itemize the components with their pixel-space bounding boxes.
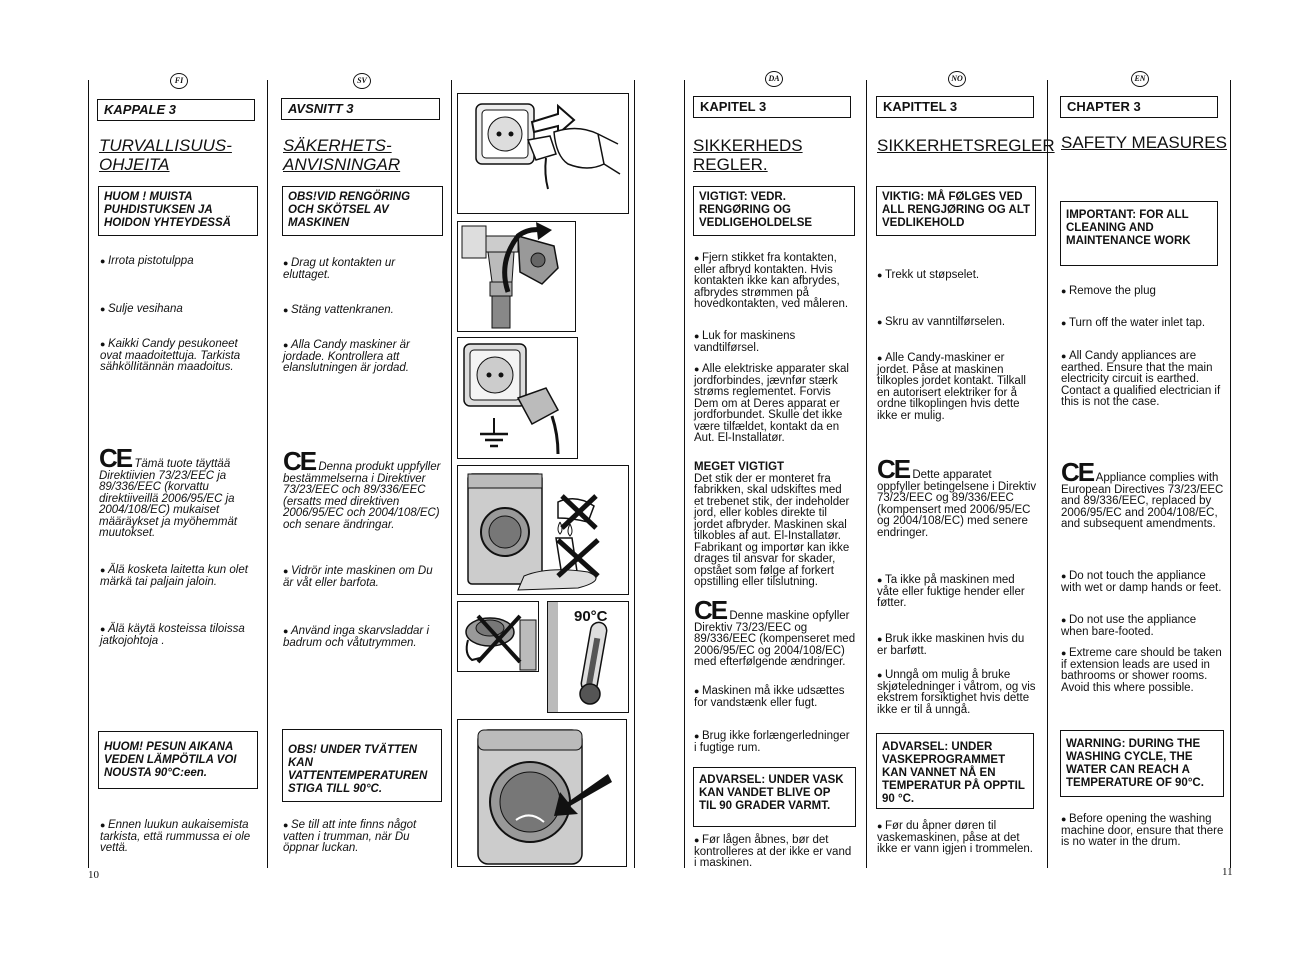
en-title: SAFETY MEASURES — [1061, 133, 1227, 152]
sv-title-line2: ANVISNINGAR — [283, 155, 401, 174]
no-bullet-wet: ● Ta ikke på maskinen med våte eller fuktige hender eller føtter. — [877, 575, 1037, 610]
page-number-left: 10 — [88, 869, 99, 881]
illustration-thermometer — [547, 601, 629, 713]
sv-notice-box: OBS!VID RENGÖRING OCH SKÖTSEL AV MASKINEN — [282, 186, 443, 236]
da-chapter-box: KAPITEL 3 — [693, 96, 851, 118]
en-warning-box: WARNING: DURING THE WASHING CYCLE, THE WATER CAN REACH A TEMPERATURE OF 90°C. — [1060, 730, 1224, 797]
no-bullet-door: ● Før du åpner døren til vaskemaskinen, påse at det ikke er vann igjen i trommelen. — [877, 821, 1037, 856]
en-chapter-box: CHAPTER 3 — [1060, 96, 1218, 118]
sv-bullet-tap: ● Stäng vattenkranen. — [283, 305, 443, 317]
sv-ce-text — [283, 446, 443, 531]
ce-mark-icon: CE — [877, 454, 910, 484]
sv-warning-box: OBS! UNDER TVÄTTEN KAN VATTENTEMPERATUREN STIGA TILL 90°C. — [282, 729, 442, 802]
da-notice-box: VIGTIGT: VEDR. RENGØRING OG VEDLIGEHOLDELSE — [693, 186, 855, 236]
sv-bullet-plug: ● Drag ut kontakten ur eluttaget. — [283, 258, 443, 281]
en-notice-box: IMPORTANT: FOR ALL CLEANING AND MAINTENANCE WORK — [1060, 201, 1218, 266]
sv-title — [283, 136, 400, 174]
lang-badge-no: NO — [948, 71, 966, 87]
fi-bullet-earth: ● Kaikki Candy pesukoneet ovat maadoitettuja. Tarkista sähkölIitännän maadoitus. — [100, 339, 258, 374]
fi-bullet-door: ● Ennen luukun aukaisemista tarkista, että rummussa ei ole vettä. — [100, 820, 260, 855]
sv-ce-statement: Denna produkt uppfyller bestämmelserna i Direktiver 73/23/EEC och 89/336/EEC (ersatts med direktiven 2006/95/EC och 2004/108/EC) och senare ändringar. — [283, 461, 441, 531]
da-bullet-tap: ● Luk for maskinens vandtilførsel. — [694, 331, 856, 354]
en-bullet-barefoot: ● Do not use the appliance when bare-footed. — [1061, 615, 1223, 638]
no-bullet-earth: ● Alle Candy-maskiner er jordet. Påse at maskinen tilkoples jordet kontakt. Tilkall en autorisert elektriker for å ordne tilkoplingen hvis dette ikke er mulig. — [877, 353, 1037, 422]
no-bullet-extension: ● Unngå om mulig å bruke skjøteledninger i våtrom, og vis ekstrem forsiktighet hvis dette ikke er til å unngå. — [877, 670, 1037, 716]
en-bullet-extension: ● Extreme care should be taken if extension leads are used in bathrooms or shower rooms. Avoid this where possible. — [1061, 648, 1225, 694]
lang-badge-fi: FI — [170, 73, 188, 89]
en-bullet-earth: ● All Candy appliances are earthed. Ensure that the main electricity circuit is earthed. Contact a qualified electrician if this is not the case. — [1061, 351, 1223, 409]
sv-chapter-box: AVSNITT 3 — [281, 98, 440, 120]
en-ce-text — [1061, 457, 1225, 531]
fi-title-line1: TURVALLISUUS- — [99, 136, 232, 155]
lang-badge-en: EN — [1131, 71, 1149, 87]
fi-notice-box: HUOM ! MUISTA PUHDISTUKSEN JA HOIDON YHTEYDESSÄ — [98, 186, 258, 236]
da-warning-box: ADVARSEL: UNDER VASK KAN VANDET BLIVE OP TIL 90 GRADER VARMT. — [693, 767, 856, 827]
thermometer-label: 90°C — [574, 608, 608, 625]
lang-badge-da: DA — [765, 71, 783, 87]
fi-chapter-box: KAPPALE 3 — [97, 99, 255, 121]
sv-title-line1: SÄKERHETS- — [283, 136, 392, 155]
no-title: SIKKERHETSREGLER — [877, 136, 1055, 155]
fi-bullet-wet: ● Älä kosketa laitetta kun olet märkä tai paljain jaloin. — [100, 565, 260, 588]
no-chapter-box: KAPITTEL 3 — [876, 96, 1034, 118]
da-meget-title: MEGET VIGTIGT — [694, 461, 785, 473]
lang-badge-sv: SV — [353, 73, 371, 89]
fi-title — [99, 136, 232, 174]
da-meget-vigtigt — [694, 462, 854, 589]
da-title-line1: SIKKERHEDS — [693, 136, 803, 155]
fi-ce-text — [99, 443, 259, 540]
fi-bullet-extension: ● Älä käytä kosteissa tiloissa jatkojohtoja . — [100, 624, 260, 647]
no-notice-box: VIKTIG: MÅ FØLGES VED ALL RENGJØRING OG ALT VEDLIKEHOLD — [876, 186, 1036, 236]
illustration-tap — [457, 221, 576, 332]
fi-bullet-plug: ● Irrota pistotulppa — [100, 256, 260, 268]
ce-mark-icon: CE — [99, 443, 132, 473]
fi-warning-box: HUOM! PESUN AIKANA VEDEN LÄMPÖTILA VOI NOUSTA 90°C:een. — [98, 731, 258, 789]
illustration-wet-hands-warning — [457, 465, 629, 595]
sv-bullet-door: ● Se till att inte finns något vatten i trumman, när Du öppnar luckan. — [283, 820, 443, 855]
illustration-earthed-socket — [457, 337, 578, 459]
illustration-no-extension-lead — [457, 601, 539, 672]
ce-mark-icon: CE — [283, 446, 316, 476]
da-meget-text: Det stik der er monteret fra fabrikken, skal udskiftes med et trebenet stik, der indeholder jord, eller kobles direkte til jordet afbryder. Maskinen skal tilkobles af aut. El-Installatør. Fabrikant og importør kan ikke drages til ansvar for skader, opstået som følge af forkert opstilling eller tilslutning. — [694, 472, 850, 588]
sv-bullet-earth: ● Alla Candy maskiner är jordade. Kontrollera att elanslutningen är jordad. — [283, 340, 443, 375]
no-bullet-barefoot: ● Bruk ikke maskinen hvis du er barføtt. — [877, 634, 1037, 657]
en-bullet-wet: ● Do not touch the appliance with wet or damp hands or feet. — [1061, 571, 1223, 594]
da-title — [693, 136, 803, 174]
no-ce-text — [877, 454, 1037, 539]
fi-bullet-tap: ● Sulje vesihana — [100, 304, 260, 316]
no-bullet-plug: ● Trekk ut støpselet. — [877, 270, 1037, 282]
da-ce-statement: Denne maskine opfyller Direktiv 73/23/EEC og 89/336/EEC (kompenseret med 2006/95/EC og 2004/108/EC) med efterfølgende ændringer. — [694, 610, 856, 668]
en-bullet-plug: ● Remove the plug — [1061, 286, 1223, 298]
no-bullet-tap: ● Skru av vanntilførselen. — [877, 317, 1037, 329]
en-ce-statement: Appliance complies with European Directives 73/23/EEC and 89/336/EEC, replaced by 2006/95/EC and 2004/108/EC, and subsequent amendments. — [1061, 472, 1224, 530]
no-warning-box: ADVARSEL: UNDER VASKEPROGRAMMET KAN VANNET NÅ EN TEMPERATUR PÅ OPPTIL 90 °C. — [876, 733, 1034, 809]
ce-mark-icon: CE — [694, 595, 727, 625]
ce-mark-icon: CE — [1061, 457, 1094, 487]
fi-title-line2: OHJEITA — [99, 155, 170, 174]
en-bullet-tap: ● Turn off the water inlet tap. — [1061, 318, 1227, 330]
da-bullet-door: ● Før lågen åbnes, bør det kontrolleres at der ikke er vand i maskinen. — [694, 835, 854, 870]
da-bullet-extension: ● Brug ikke forlængerledninger i fugtige rum. — [694, 731, 852, 754]
da-bullet-splash: ● Maskinen må ikke udsættes for vandstænk eller fugt. — [694, 686, 856, 709]
da-title-line2: REGLER. — [693, 155, 768, 174]
en-bullet-door: ● Before opening the washing machine door, ensure that there is no water in the drum. — [1061, 814, 1225, 849]
da-bullet-earth: ● Alle elektriske apparater skal jordforbindes, jævnfør stærk strøms reglementet. Forvis Dem om at Deres apparat er jordforbundet. Skulle det ikke være tilfældet, kontakt da en Aut. El-Installatør. — [694, 364, 854, 445]
page-number-right: 11 — [1222, 866, 1233, 878]
sv-bullet-wet: ● Vidrör inte maskinen om Du är våt eller barfota. — [283, 566, 443, 589]
da-ce-text — [694, 595, 856, 669]
fi-ce-statement: Tämä tuote täyttää Direktiivien 73/23/EEC ja 89/336/EEC (korvattu direktiiveillä 2006/95/EC ja 2004/108/EC) mukaiset määräykset ja myöhemmät muutokset. — [99, 458, 238, 539]
sv-bullet-extension: ● Använd inga skarvsladdar i badrum och våtutrymmen. — [283, 626, 445, 649]
no-ce-statement: Dette apparatet oppfyller betingelsene i Direktiv 73/23/EEC og 89/336/EEC (kompensert med 2006/95/EC og 2004/108/EC) med senere endringer. — [877, 469, 1037, 539]
illustration-unplug — [457, 93, 629, 214]
illustration-check-drum — [457, 719, 627, 867]
da-bullet-plug: ● Fjern stikket fra kontakten, eller afbryd kontakten. Hvis kontakten ikke kan afbrydes, afbrydes strømmen på hovedkontakten, ved måleren. — [694, 253, 856, 311]
